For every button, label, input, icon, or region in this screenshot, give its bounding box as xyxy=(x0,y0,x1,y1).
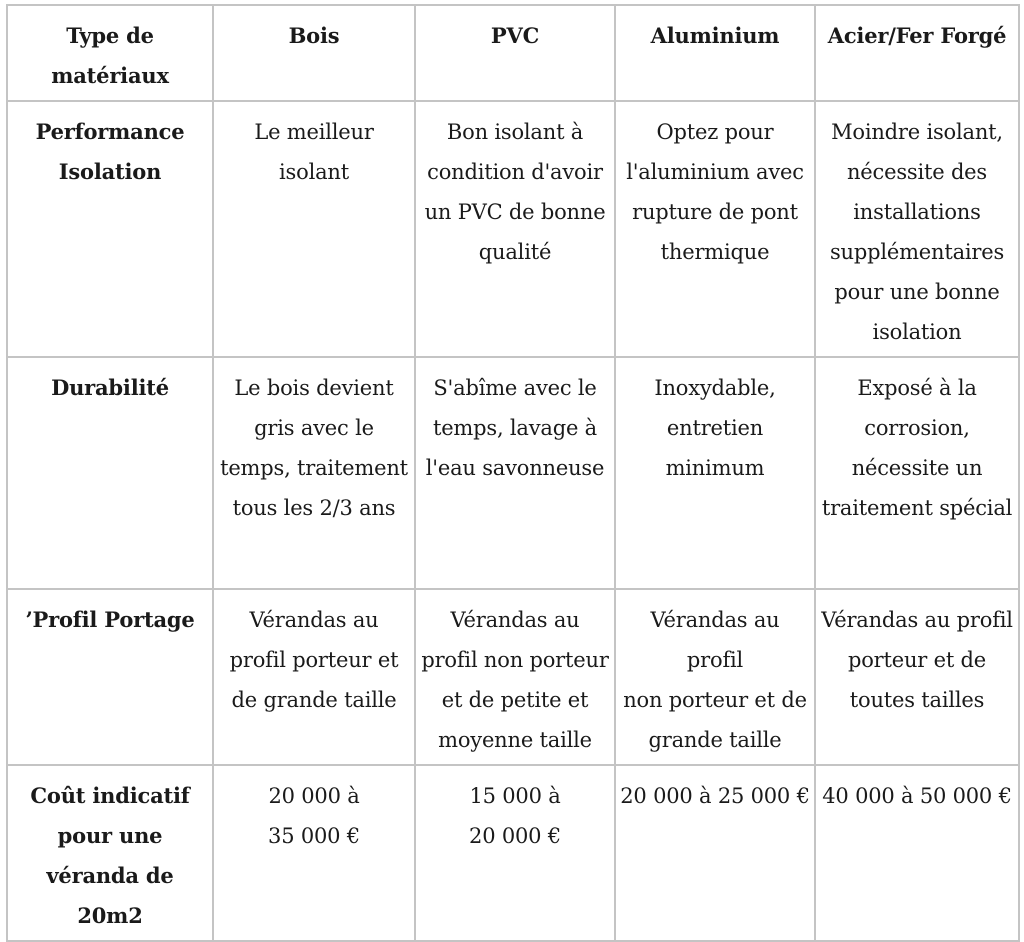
table-cell: 20 000 à 35 000 € xyxy=(213,765,415,941)
table-cell: Le meilleur isolant xyxy=(213,101,415,357)
row-label-durabilite: Durabilité xyxy=(7,357,213,589)
table-cell: Inoxydable, entretien minimum xyxy=(615,357,815,589)
table-cell: Vérandas au profil porteur et de grande taille xyxy=(213,589,415,765)
header-cell-acier: Acier/Fer Forgé xyxy=(815,5,1019,101)
table-row xyxy=(7,765,1019,941)
header-cell-aluminium: Aluminium xyxy=(615,5,815,101)
table-cell: Bon isolant à condition d'avoir un PVC de bonne qualité xyxy=(415,101,615,357)
table-cell: S'abîme avec le temps, lavage à l'eau savonneuse xyxy=(415,357,615,589)
header-cell-bois: Bois xyxy=(213,5,415,101)
table-cell: Vérandas au profil non porteur et de grande taille xyxy=(615,589,815,765)
table-cell: Moindre isolant, nécessite des installations supplémentaires pour une bonne isolation xyxy=(815,101,1019,357)
table-cell: Vérandas au profil non porteur et de petite et moyenne taille xyxy=(415,589,615,765)
comparison-document xyxy=(6,4,1018,928)
header-cell-pvc: PVC xyxy=(415,5,615,101)
table-row xyxy=(7,101,1019,357)
row-label-profil-portage: ’Profil Portage xyxy=(7,589,213,765)
table-cell: Vérandas au profil porteur et de toutes tailles xyxy=(815,589,1019,765)
table-cell: 40 000 à 50 000 € xyxy=(815,765,1019,941)
table-cell: Optez pour l'aluminium avec rupture de pont thermique xyxy=(615,101,815,357)
table-header-row xyxy=(7,5,1019,101)
table-cell: Exposé à la corrosion, nécessite un traitement spécial xyxy=(815,357,1019,589)
table-cell: Le bois devient gris avec le temps, traitement tous les 2/3 ans xyxy=(213,357,415,589)
header-cell-material-type: Type de matériaux xyxy=(7,5,213,101)
materials-comparison-table xyxy=(6,4,1020,942)
row-label-isolation: Performance Isolation xyxy=(7,101,213,357)
row-label-cout: Coût indicatif pour une véranda de 20m2 xyxy=(7,765,213,941)
table-cell: 15 000 à 20 000 € xyxy=(415,765,615,941)
table-row xyxy=(7,589,1019,765)
table-row xyxy=(7,357,1019,589)
table-cell: 20 000 à 25 000 € xyxy=(615,765,815,941)
